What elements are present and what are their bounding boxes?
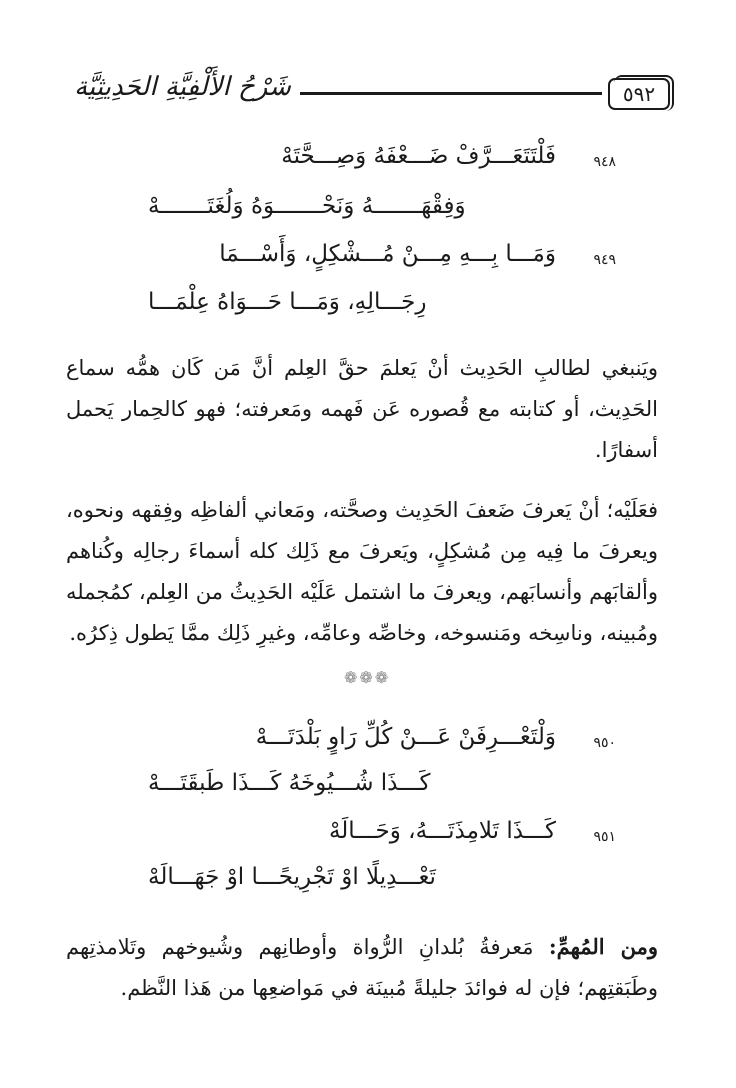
- verse-line: وَمَـــا بِـــهِ مِـــنْ مُـــشْكِلٍ، وَأَسْـــمَا: [219, 241, 556, 267]
- verse-number: ٩٤٨: [593, 154, 616, 170]
- verse-line: كَـــذَا شُـــيُوخَهُ كَـــذَا طَبقَتَـــهْ: [148, 770, 431, 796]
- page-header: [70, 70, 670, 114]
- section-separator: ❁❁❁: [344, 668, 391, 687]
- verse-line: رِجَـــالِهِ، وَمَـــا حَـــوَاهُ عِلْمَـــا: [148, 289, 427, 315]
- verse-number: ٩٥٠: [593, 735, 616, 751]
- verse-number: ٩٤٩: [593, 252, 616, 268]
- paragraph: [66, 348, 658, 471]
- header-rule: [300, 92, 602, 95]
- page-number: ٥٩٢: [608, 78, 670, 110]
- verse-line: تَعْـــدِيلًا اوْ تَجْرِيحًـــا اوْ جَهَـــالَهْ: [148, 864, 436, 890]
- paragraph-body: مَعرفةُ بُلدانِ الرُّواة وأوطانِهم وشُيوخهم وتَلامذتِهم وطَبَقتِهم؛ فإن له فوائدَ جليلةً مُبينَة في مَواضعِها من هَذا النَّظم.: [66, 935, 658, 1000]
- paragraph: [66, 490, 658, 654]
- verse-line: كَـــذَا تَلامِذَتَـــهُ، وَحَـــالَهْ: [328, 818, 556, 844]
- verse-number: ٩٥١: [593, 829, 616, 845]
- verse-line: فَلْتَتَعَـــرَّفْ ضَـــعْفَهُ وَصِـــحَّتَهْ: [281, 143, 556, 169]
- verse-line: وَفِقْهَـــــــهُ وَنَحْـــــــوَهُ وَلُغَتَـــــــهْ: [148, 193, 466, 219]
- paragraph-text: فعَلَيْه؛ أنْ يَعرفَ ضَعفَ الحَدِيث وصحَّته، ومَعاني ألفاظِه وفِقهه ونحوه، ويعرفَ ما فِيه مِن مُشكِلٍ، ويَعرفَ مع ذَلِك كله أسماءَ رجالِه وكُناهم وألقابَهم وأنسابَهم، ويعرفَ ما اشتمل عَلَيْه الحَدِيثُ من العِلم، كمُجمله ومُبينه، وناسِخه ومَنسوخه، وخاصِّه وعامِّه، وغيرِ ذَلِك ممَّا يَطول ذِكرُه.: [66, 498, 658, 645]
- paragraph-text: [66, 926, 658, 1009]
- book-title: شَرْحُ الأَلْفِيَّةِ الحَدِيثِيَّة: [74, 72, 291, 102]
- paragraph-text: ويَنبغي لطالبِ الحَدِيث أنْ يَعلمَ حقَّ العِلم أنَّ مَن كَان همُّه سماع الحَدِيث، أو كتابته مع قُصوره عَن فَهمه ومَعرفته؛ فهو كالحِمار يَحمل أسفارًا.: [66, 356, 658, 462]
- paragraph: [66, 926, 658, 1009]
- paragraph-lead: ومن المُهمِّ:: [548, 934, 658, 959]
- verse-line: وَلْتَعْـــرِفَنْ عَـــنْ كُلِّ رَاوٍ بَلْدَتَـــهْ: [255, 724, 556, 750]
